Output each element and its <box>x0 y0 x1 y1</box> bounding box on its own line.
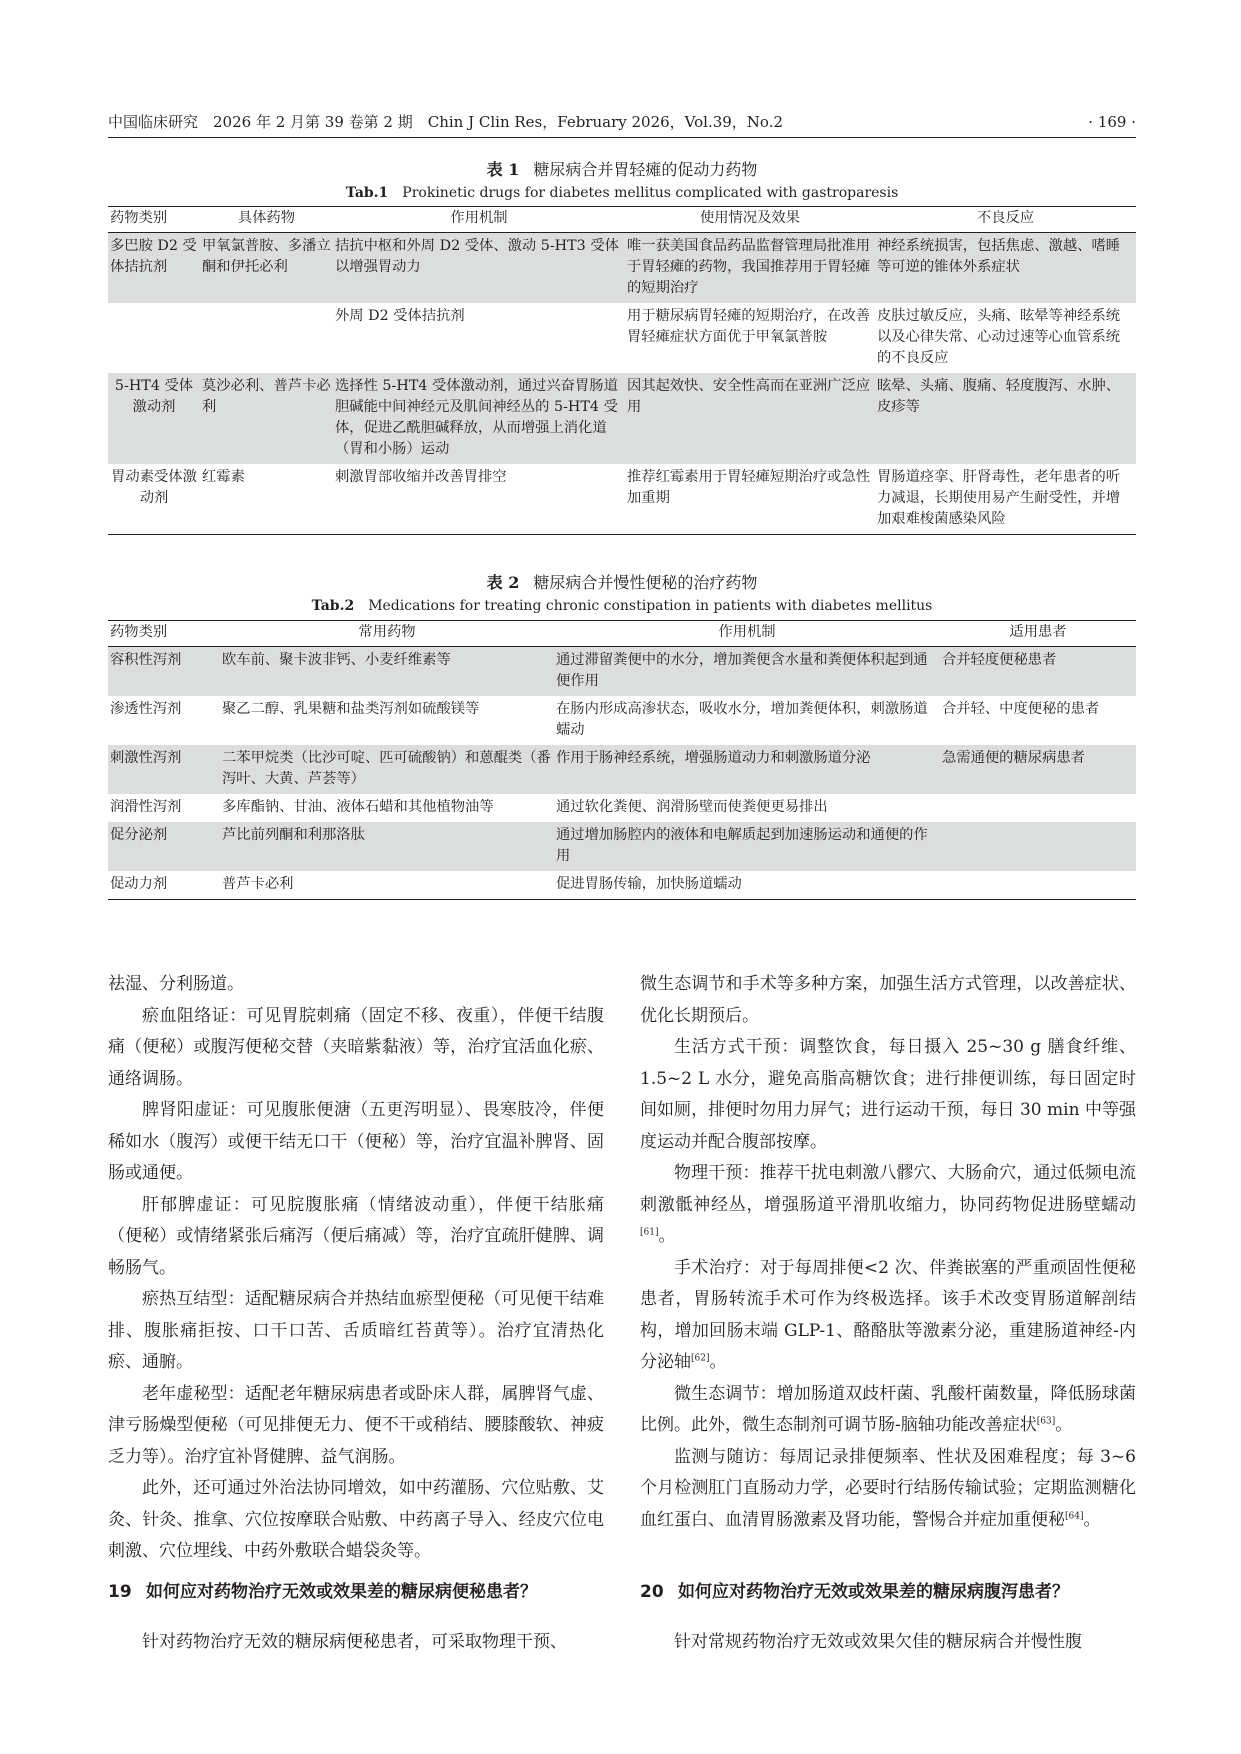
table-cell: 容积性泻剂 <box>108 647 220 697</box>
table-cell: 润滑性泻剂 <box>110 799 182 815</box>
paragraph-end: 。 <box>1083 1509 1101 1530</box>
table-cell: 刺激性泻剂 <box>108 745 220 794</box>
journal-citation: 中国临床研究 2026 年 2 月第 39 卷第 2 期 Chin J Clin Res，February 2026，Vol.39，No.2 <box>108 113 784 131</box>
table2-header-cell: 药物类别 <box>108 621 220 647</box>
body-paragraph: 针对常规药物治疗无效或效果欠佳的糖尿病合并慢性腹 <box>674 1632 1082 1652</box>
table-cell: 合并轻度便秘患者 <box>940 647 1136 697</box>
table-cell: 多巴胺 D2 受体拮抗剂 <box>108 233 200 304</box>
table-cell: 聚乙二醇、乳果糖和盐类泻剂如硫酸镁等 <box>222 701 480 717</box>
table-cell: 普芦卡必利 <box>220 871 554 900</box>
table1-title-cn: 糖尿病合并胃轻瘫的促动力药物 <box>533 160 758 179</box>
body-paragraph: 祛湿、分利肠道。 <box>108 974 244 994</box>
table-row <box>108 647 1136 697</box>
table-cell: 促分泌剂 <box>108 822 220 871</box>
citation-ref: [63] <box>1036 1416 1056 1427</box>
table-cell: 神经系统损害，包括焦虑、激越、嗜睡等可逆的锥体外系症状 <box>875 233 1136 304</box>
table-cell <box>200 303 333 373</box>
table-cell: 通过软化粪便、润滑肠壁而使粪便更易排出 <box>556 799 828 815</box>
paragraph-text: 物理干预：推荐干扰电刺激八髎穴、大肠俞穴，通过低频电流刺激骶神经丛，增强肠道平滑肌收缩力，协同药物促进肠壁蠕动 <box>640 1163 1136 1215</box>
table1-label-cn: 表 1 <box>486 160 520 179</box>
paragraph-text: 手术治疗：对于每周排便<2 次、伴粪嵌塞的严重顽固性便秘患者，胃肠转流手术可作为终极选择。该手术改变胃肠道解剖结构，增加回肠末端 GLP-1、酪酪肽等激素分泌，重建肠道神经-内分泌轴 <box>640 1257 1136 1372</box>
table2-header-cell: 适用患者 <box>940 621 1136 647</box>
table-cell: 5-HT4 受体激动剂 <box>108 373 200 464</box>
table2-header-cell: 作用机制 <box>554 621 940 647</box>
table-cell <box>108 303 200 373</box>
table1-header-row <box>108 207 1136 233</box>
table-cell <box>940 822 1136 871</box>
table-cell: 通过增加肠腔内的液体和电解质起到加速肠运动和通便的作用 <box>554 822 940 871</box>
paragraph-text: 微生态调节：增加肠道双歧杆菌、乳酸杆菌数量，降低肠球菌比例。此外，微生态制剂可调节肠-脑轴功能改善症状 <box>640 1383 1136 1435</box>
section-number: 19 <box>108 1582 132 1602</box>
table-row <box>108 871 1136 900</box>
table-cell: 唯一获美国食品药品监督管理局批准用于胃轻瘫的药物，我国推荐用于胃轻瘫的短期治疗 <box>625 233 875 304</box>
table-cell: 渗透性泻剂 <box>110 701 182 717</box>
table-row <box>108 303 1136 373</box>
right-column-tail <box>640 1627 1136 1659</box>
table1-caption-en <box>108 183 1136 203</box>
table2-header-row <box>108 621 1136 647</box>
table-row <box>108 233 1136 304</box>
body-paragraph <box>640 1379 1136 1442</box>
right-column <box>640 969 1136 1536</box>
body-paragraph: 脾肾阳虚证：可见腹胀便溏（五更泻明显）、畏寒肢冷，伴便稀如水（腹泻）或便干结无口干（便秘）等，治疗宜温补脾肾、固肠或通便。 <box>108 1100 604 1183</box>
table-cell: 合并轻、中度便秘的患者 <box>942 701 1100 717</box>
table2-title-cn: 糖尿病合并慢性便秘的治疗药物 <box>533 573 758 592</box>
table2-label-cn: 表 2 <box>486 573 520 592</box>
table-cell: 促动力剂 <box>108 871 220 900</box>
table-cell: 刺激胃部收缩并改善胃排空 <box>333 464 625 535</box>
body-paragraph <box>640 1158 1136 1253</box>
table-cell: 芦比前列酮和利那洛肽 <box>220 822 554 871</box>
table2-caption-en <box>108 596 1136 616</box>
running-header <box>108 108 1136 136</box>
table2-label-en: Tab.2 <box>311 598 355 614</box>
table-cell: 选择性 5-HT4 受体激动剂，通过兴奋胃肠道胆碱能中间神经元及肌间神经丛的 5-HT4 受体，促进乙酰胆碱释放，从而增强上消化道（胃和小肠）运动 <box>333 373 625 464</box>
table-row <box>108 822 1136 871</box>
table1-header-cell: 作用机制 <box>333 207 625 233</box>
table-cell: 通过滞留粪便中的水分，增加粪便含水量和粪便体积起到通便作用 <box>554 647 940 697</box>
table1 <box>108 206 1136 535</box>
table-row <box>108 696 1136 745</box>
table1-header-cell: 药物类别 <box>108 207 200 233</box>
body-paragraph: 微生态调节和手术等多种方案，加强生活方式管理，以改善症状、优化长期预后。 <box>640 974 1136 1026</box>
paragraph-end: 。 <box>658 1226 676 1246</box>
paragraph-text: 监测与随访：每周记录排便频率、性状及困难程度；每 3~6 个月检测肛门直肠动力学，必要时行结肠传输试验；定期监测糖化血红蛋白、血清胃肠激素及肾功能，警惕合并症加重便秘 <box>640 1446 1136 1530</box>
section-heading-19 <box>108 1578 604 1606</box>
table-row <box>108 794 1136 822</box>
table2-caption-cn <box>108 572 1136 594</box>
body-paragraph <box>640 1442 1136 1537</box>
table-cell <box>940 871 1136 900</box>
table-cell: 在肠内形成高渗状态，吸收水分，增加粪便体积，刺激肠道蠕动 <box>556 701 928 738</box>
table-cell: 推荐红霉素用于胃轻瘫短期治疗或急性加重期 <box>625 464 875 535</box>
table-cell: 用于糖尿病胃轻瘫的短期治疗，在改善胃轻瘫症状方面优于甲氧氯普胺 <box>627 308 871 345</box>
section-title: 如何应对药物治疗无效或效果差的糖尿病便秘患者？ <box>146 1582 537 1602</box>
table2-title-en: Medications for treating chronic constipation in patients with diabetes mellitus <box>368 598 933 614</box>
table-cell: 胃动素受体激动剂 <box>108 464 200 535</box>
paragraph-end: 。 <box>1055 1415 1073 1435</box>
table-cell: 莫沙必利、普芦卡必利 <box>200 373 333 464</box>
table-cell: 因其起效快、安全性高而在亚洲广泛应用 <box>625 373 875 464</box>
header-rule <box>108 137 1136 138</box>
table-cell: 红霉素 <box>200 464 333 535</box>
section-number: 20 <box>640 1582 664 1602</box>
table-cell: 眩晕、头痛、腹痛、轻度腹泻、水肿、皮疹等 <box>875 373 1136 464</box>
table-row <box>108 745 1136 794</box>
left-column-tail <box>108 1627 604 1659</box>
body-paragraph: 瘀热互结型：适配糖尿病合并热结血瘀型便秘（可见便干结难排、腹胀痛拒按、口干口苦、舌质暗红苔黄等）。治疗宜清热化瘀、通腑。 <box>108 1289 604 1372</box>
citation-ref: [61] <box>640 1227 659 1238</box>
section-heading-20 <box>640 1578 1136 1606</box>
citation-ref: [64] <box>1065 1510 1084 1521</box>
table-cell: 二苯甲烷类（比沙可啶、匹可硫酸钠）和蒽醌类（番泻叶、大黄、芦荟等） <box>220 745 554 794</box>
table-row <box>108 464 1136 535</box>
body-paragraph: 肝郁脾虚证：可见脘腹胀痛（情绪波动重），伴便干结胀痛（便秘）或情绪紧张后痛泻（便后痛减）等，治疗宜疏肝健脾、调畅肠气。 <box>108 1194 604 1278</box>
page-number: · 169 · <box>1088 113 1136 131</box>
table-cell: 欧车前、聚卡波非钙、小麦纤维素等 <box>220 647 554 697</box>
table-cell: 急需通便的糖尿病患者 <box>940 745 1136 794</box>
table1-header-cell: 使用情况及效果 <box>625 207 875 233</box>
left-column <box>108 969 604 1568</box>
table-cell: 拮抗中枢和外周 D2 受体、激动 5-HT3 受体以增强胃动力 <box>333 233 625 304</box>
table-cell: 外周 D2 受体拮抗剂 <box>335 308 465 324</box>
table1-header-cell: 不良反应 <box>875 207 1136 233</box>
table-cell: 甲氧氯普胺、多潘立酮和伊托必利 <box>200 233 333 304</box>
table1-header-cell: 具体药物 <box>200 207 333 233</box>
section-title: 如何应对药物治疗无效或效果差的糖尿病腹泻患者？ <box>678 1582 1069 1602</box>
table1-label-en: Tab.1 <box>345 185 389 201</box>
table2-header-cell: 常用药物 <box>220 621 554 647</box>
table-row <box>108 373 1136 464</box>
paragraph-end: 。 <box>709 1352 727 1372</box>
citation-ref: [62] <box>691 1353 710 1364</box>
table-cell <box>940 794 1136 822</box>
body-paragraph: 此外，还可通过外治法协同增效，如中药灌肠、穴位贴敷、艾灸、针灸、推拿、穴位按摩联合贴敷、中药离子导入、经皮穴位电刺激、穴位埋线、中药外敷联合蜡袋灸等。 <box>108 1478 604 1561</box>
table-cell: 胃肠道痉挛、肝肾毒性，老年患者的听力减退，长期使用易产生耐受性，并增加艰难梭菌感染风险 <box>875 464 1136 535</box>
table1-title-en: Prokinetic drugs for diabetes mellitus complicated with gastroparesis <box>402 185 899 201</box>
table-cell: 皮肤过敏反应，头痛、眩晕等神经系统以及心律失常、心动过速等心血管系统的不良反应 <box>877 308 1121 366</box>
body-paragraph: 针对药物治疗无效的糖尿病便秘患者，可采取物理干预、 <box>142 1632 567 1652</box>
body-paragraph: 生活方式干预：调整饮食，每日摄入 25~30 g 膳食纤维、1.5~2 L 水分，避免高脂高糖饮食；进行排便训练，每日固定时间如厕，排便时勿用力屏气；进行运动干预，每日 30 min 中等强度运动并配合腹部按摩。 <box>640 1037 1136 1152</box>
table-cell: 多库酯钠、甘油、液体石蜡和其他植物油等 <box>222 799 494 815</box>
table1-caption-cn <box>108 159 1136 181</box>
table-cell: 促进胃肠传输，加快肠道蠕动 <box>554 871 940 900</box>
body-paragraph <box>640 1253 1136 1379</box>
body-paragraph: 老年虚秘型：适配老年糖尿病患者或卧床人群，属脾肾气虚、津亏肠燥型便秘（可见排便无力、便不干或稍结、腰膝酸软、神疲乏力等）。治疗宜补肾健脾、益气润肠。 <box>108 1383 604 1467</box>
table2 <box>108 620 1136 900</box>
body-paragraph: 瘀血阻络证：可见胃脘刺痛（固定不移、夜重），伴便干结腹痛（便秘）或腹泻便秘交替（夹暗紫黏液）等，治疗宜活血化瘀、通络调肠。 <box>108 1005 604 1089</box>
table-cell: 作用于肠神经系统，增强肠道动力和刺激肠道分泌 <box>554 745 940 794</box>
